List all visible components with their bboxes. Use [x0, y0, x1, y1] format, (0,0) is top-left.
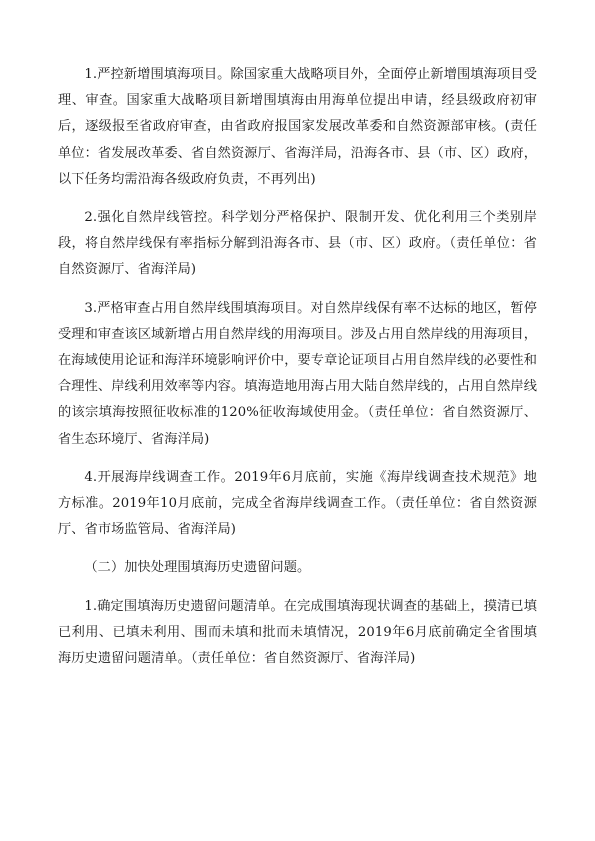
paragraph-historical-issue-list: 1.确定围填海历史遗留问题清单。在完成围填海现状调查的基础上，摸清已填已利用、已填未利用、围而未填和批而未填情况，2019年6月底前确定全省围填海历史遗留问题清单。（责任单位：省自然资源厅、省海洋局) [58, 598, 537, 667]
paragraph-shoreline-survey: 4.开展海岸线调查工作。2019年6月底前，实施《海岸线调查技术规范》地方标准。2019年10月底前，完成全省海岸线调查工作。（责任单位：省自然资源厅、省市场监管局、省海洋局) [58, 469, 537, 538]
paragraph-strict-review-shoreline-projects: 3.严格审查占用自然岸线围填海项目。对自然岸线保有率不达标的地区，暂停受理和审查该区域新增占用自然岸线的用海项目。涉及占用自然岸线的用海项目，在海域使用论证和海洋环境影响评价中，要专章论证项目占用自然岸线的必要性和合理性、岸线利用效率等内容。填海造地用海占用大陆自然岸线的，占用自然岸线的该宗填海按照征收标准的120%征收海域使用金。（责任单位：省自然资源厅、省生态环境厅、省海洋局) [58, 300, 537, 447]
paragraph-natural-shoreline-control: 2.强化自然岸线管控。科学划分严格保护、限制开发、优化利用三个类别岸段，将自然岸线保有率指标分解到沿海各市、县（市、区）政府。（责任单位：省自然资源厅、省海洋局) [58, 210, 537, 278]
section-heading-historical-issues: （二）加快处理围填海历史遗留问题。 [84, 560, 311, 576]
paragraph-strict-control-new-reclamation: 1.严控新增围填海项目。除国家重大战略项目外，全面停止新增围填海项目受理、审查。国家重大战略项目新增围填海由用海单位提出申请，经县级政府初审后，逐级报至省政府审查，由省政府报国家发展改革委和自然资源部审核。(责任单位：省发展改革委、省自然资源厅、省海洋局，沿海各市、县（市、区）政府，以下任务均需沿海各级政府负责，不再列出) [58, 67, 537, 187]
